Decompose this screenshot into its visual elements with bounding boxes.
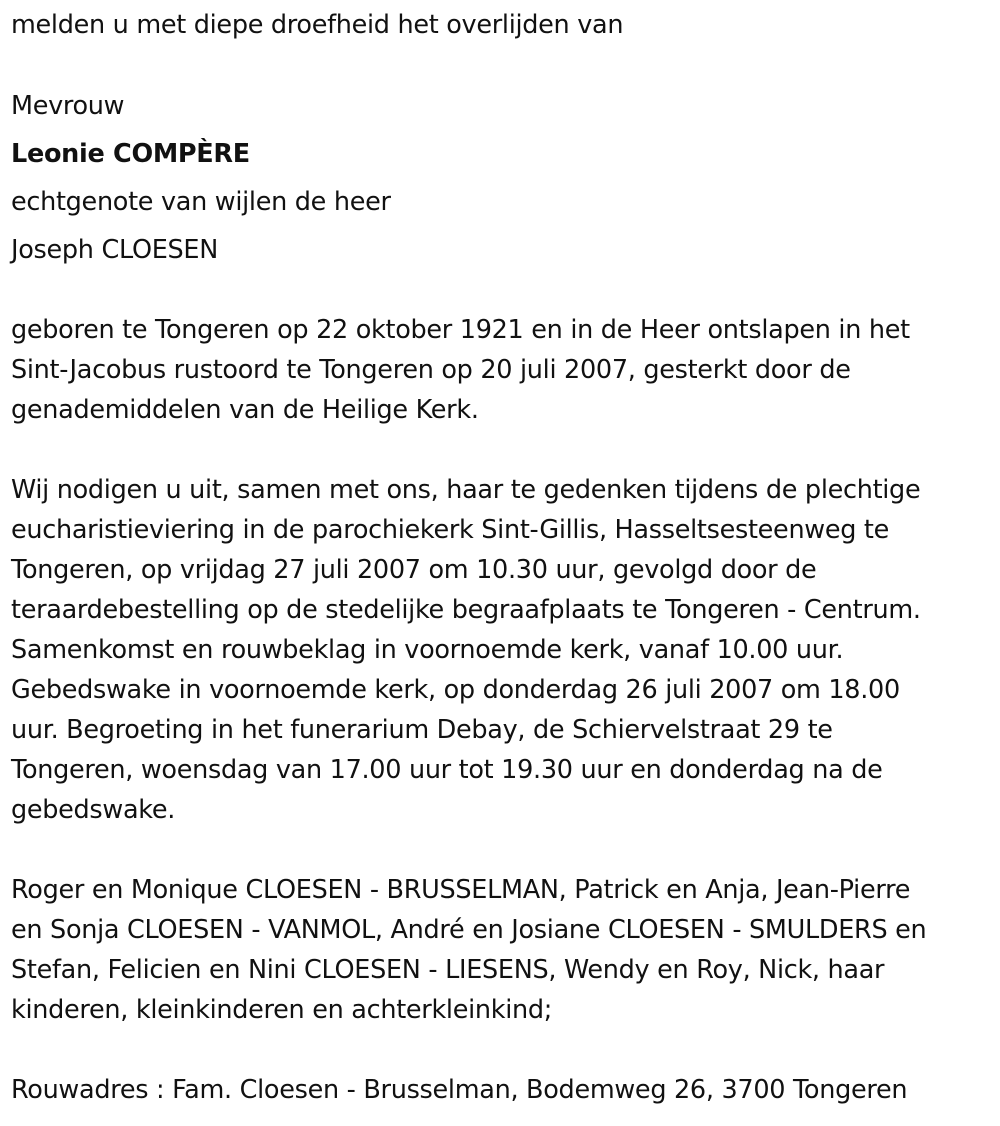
birth-line: Sint-Jacobus rustoord te Tongeren op 20 juli 2007, gesterkt door de	[11, 355, 851, 385]
spouse-name: Joseph CLOESEN	[11, 235, 219, 265]
invitation-line: eucharistieviering in de parochiekerk Sint-Gillis, Hasseltsesteenweg te	[11, 515, 890, 545]
invitation-line: teraardebestelling op de stedelijke begraafplaats te Tongeren - Centrum.	[11, 595, 921, 625]
invitation-line: Samenkomst en rouwbeklag in voornoemde kerk, vanaf 10.00 uur.	[11, 635, 844, 665]
invitation-paragraph	[11, 470, 996, 830]
intro-text: melden u met diepe droefheid het overlijden van	[11, 10, 624, 40]
invitation-line: gebedswake.	[11, 795, 176, 825]
family-paragraph	[11, 870, 996, 1030]
invitation-line: uur. Begroeting in het funerarium Debay, de Schiervelstraat 29 te	[11, 715, 833, 745]
invitation-line: Tongeren, woensdag van 17.00 uur tot 19.30 uur en donderdag na de	[11, 755, 883, 785]
address-text: Rouwadres : Fam. Cloesen - Brusselman, Bodemweg 26, 3700 Tongeren	[11, 1075, 908, 1105]
birth-line: geboren te Tongeren op 22 oktober 1921 en in de Heer ontslapen in het	[11, 315, 910, 345]
family-line: Roger en Monique CLOESEN - BRUSSELMAN, Patrick en Anja, Jean-Pierre	[11, 875, 911, 905]
invitation-line: Tongeren, op vrijdag 27 juli 2007 om 10.30 uur, gevolgd door de	[11, 555, 817, 585]
title-text: Mevrouw	[11, 91, 125, 121]
family-line: en Sonja CLOESEN - VANMOL, André en Josiane CLOESEN - SMULDERS en	[11, 915, 927, 945]
birth-paragraph	[11, 310, 996, 430]
family-line: kinderen, kleinkinderen en achterkleinkind;	[11, 995, 553, 1025]
birth-line: genademiddelen van de Heilige Kerk.	[11, 395, 479, 425]
family-line: Stefan, Felicien en Nini CLOESEN - LIESENS, Wendy en Roy, Nick, haar	[11, 955, 885, 985]
spouse-line: echtgenote van wijlen de heer	[11, 187, 391, 217]
invitation-line: Wij nodigen u uit, samen met ons, haar te gedenken tijdens de plechtige	[11, 475, 921, 505]
deceased-name: Leonie COMPÈRE	[11, 139, 250, 169]
invitation-line: Gebedswake in voornoemde kerk, op donderdag 26 juli 2007 om 18.00	[11, 675, 900, 705]
